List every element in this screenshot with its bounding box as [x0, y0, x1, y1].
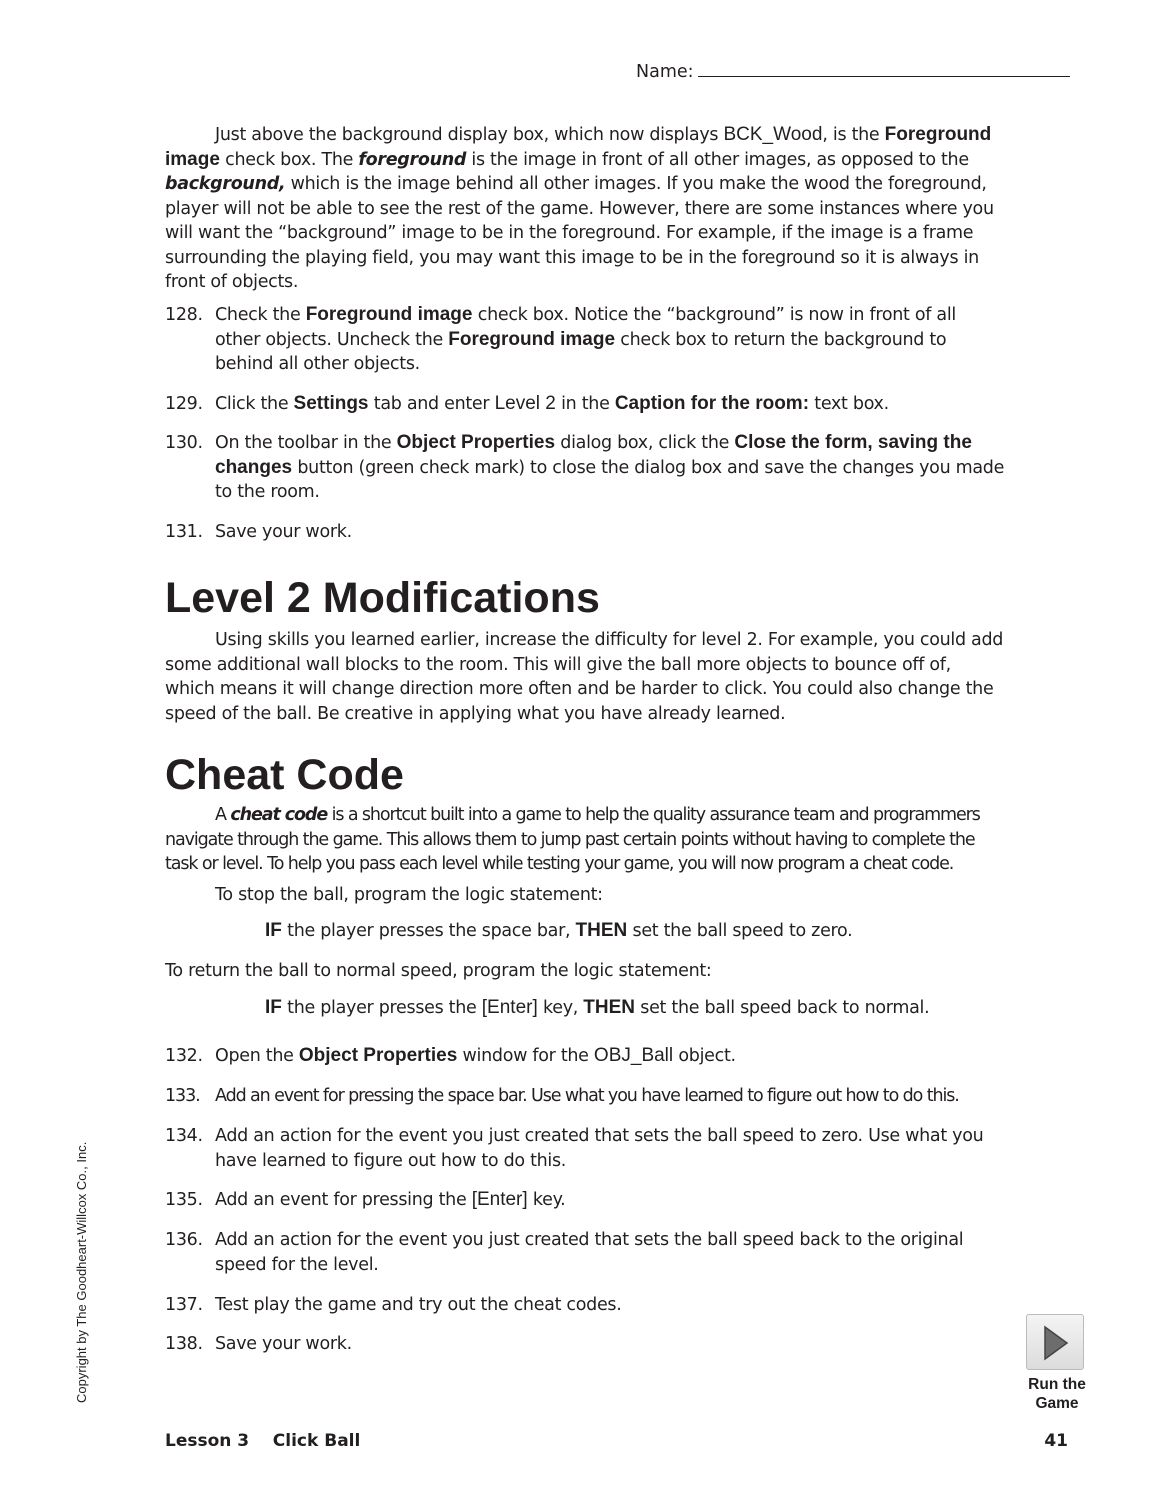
heading-cheat-code: Cheat Code: [165, 751, 404, 799]
body-text: On the toolbar in the: [215, 433, 397, 453]
body-text: the player presses the space bar,: [281, 921, 576, 941]
body-text: which is the image behind all other images. If you make the wood the foreground, player will not be able to see the rest of the game. However, there are some instances where you will want the “background” image to be in the foreground. For example, if the image is a frame surrounding the playing field, you may want this image to be in the foreground so it is always in front of objects.: [165, 174, 994, 292]
body-text: check box to return the background to behind all other objects.: [215, 329, 947, 374]
ui-term-text: OBJ_Ball: [593, 1045, 674, 1066]
step-number: 132.: [165, 1046, 203, 1066]
ui-term-text: Level 2: [494, 393, 556, 414]
name-label: Name:: [636, 62, 694, 82]
name-field: [636, 60, 1070, 82]
page-number: 41: [1044, 1431, 1068, 1451]
step-number: 136.: [165, 1230, 203, 1250]
body-text: button (green check mark) to close the dialog box and save the changes you made to the room.: [215, 457, 1005, 502]
body-text: dialog box, click the: [555, 433, 735, 453]
stop-intro: [165, 883, 1005, 908]
body-text: , is the: [822, 125, 885, 145]
body-text: Just above the background display box, which now displays: [215, 125, 724, 145]
body-text: key,: [537, 998, 584, 1018]
copyright-notice: Copyright by The Goodheart-Willcox Co., Inc.: [74, 1141, 89, 1403]
emphasis-text: Object Properties: [396, 432, 556, 453]
body-text: Save your work.: [215, 1334, 352, 1354]
body-text: is a shortcut built into a game to help the quality assurance team and programmers navigate through the game. This allows them to jump past certain points without having to complete the task or level. To help you pass each level while testing your game, you will now program a cheat code.: [165, 805, 980, 874]
body-text: check box. The: [219, 149, 359, 170]
body-text: in the: [555, 394, 615, 414]
step-135: [165, 1188, 1005, 1213]
step-number: 138.: [165, 1334, 203, 1354]
run-game-label: Run the Game: [1028, 1376, 1086, 1412]
ui-term-text: [Enter]: [481, 997, 538, 1018]
step-134: [165, 1124, 1005, 1173]
ui-term-text: BCK_Wood: [723, 124, 823, 145]
step-number: 128.: [165, 305, 203, 325]
run-game-button[interactable]: [1026, 1314, 1084, 1370]
body-text: A: [215, 805, 231, 825]
body-text: Test play the game and try out the cheat codes.: [215, 1295, 622, 1315]
body-text: key.: [527, 1190, 566, 1210]
step-number: 130.: [165, 433, 203, 453]
body-text: Add an action for the event you just created that sets the ball speed to zero. Use what you have learned to figure out how to do this.: [215, 1126, 984, 1171]
body-text: To return the ball to normal speed, program the logic statement:: [165, 961, 712, 981]
step-number: 135.: [165, 1190, 203, 1210]
body-text: To stop the ball, program the logic statement:: [215, 885, 603, 905]
body-text: set the ball speed to zero.: [627, 921, 853, 941]
emphasis-text: THEN: [575, 920, 628, 941]
body-text: is the image in front of all other images, as opposed to the: [466, 149, 969, 170]
emphasis-text: foreground: [358, 149, 467, 170]
emphasis-text: Close the form, saving the changes: [215, 432, 972, 478]
emphasis-text: IF: [265, 997, 282, 1018]
step-number: 133.: [165, 1086, 200, 1106]
stop-logic: [265, 919, 1025, 944]
name-blank-line: [698, 60, 1070, 77]
step-number: 137.: [165, 1295, 203, 1315]
emphasis-text: THEN: [583, 997, 636, 1018]
return-intro: [165, 959, 1005, 984]
step-number: 134.: [165, 1126, 203, 1146]
step-128: [165, 303, 1005, 377]
step-138: [165, 1332, 1005, 1357]
body-text: Open the: [215, 1046, 299, 1066]
step-136: [165, 1228, 1005, 1277]
body-text: Add an event for pressing the: [215, 1190, 472, 1210]
emphasis-text: Settings: [293, 393, 369, 414]
body-text: window for the: [457, 1046, 594, 1066]
body-text: set the ball speed back to normal.: [635, 998, 930, 1018]
step-number: 129.: [165, 394, 203, 414]
body-text: check box. Notice the “background” is now in front of all other objects. Uncheck the: [215, 305, 956, 350]
emphasis-text: IF: [265, 920, 282, 941]
heading-level-2-modifications: Level 2 Modifications: [165, 574, 600, 622]
emphasis-text: Foreground image: [165, 124, 992, 170]
body-text: the player presses the: [281, 998, 482, 1018]
level2-para: [165, 628, 1005, 726]
step-number: 131.: [165, 522, 203, 542]
body-text: Save your work.: [215, 522, 352, 542]
body-text: Add an action for the event you just created that sets the ball speed back to the original speed for the level.: [215, 1230, 964, 1275]
intro: [165, 123, 1005, 295]
step-133: [165, 1084, 1005, 1109]
body-text: text box.: [809, 394, 889, 414]
body-text: tab and enter: [368, 394, 495, 414]
body-text: Click the: [215, 394, 294, 414]
play-triangle-icon: [1043, 1325, 1069, 1361]
emphasis-text: background,: [165, 174, 286, 194]
ui-term-text: [Enter]: [471, 1189, 528, 1210]
body-text: object.: [673, 1046, 736, 1066]
emphasis-text: Foreground image: [305, 304, 473, 325]
return-logic: [265, 996, 1025, 1021]
emphasis-text: Caption for the room:: [614, 393, 810, 414]
emphasis-text: Object Properties: [298, 1045, 458, 1066]
step-131: [165, 520, 1005, 545]
emphasis-text: cheat code: [230, 805, 328, 825]
body-text: Using skills you learned earlier, increase the difficulty for level 2. For example, you could add some additional wall blocks to the room. This will give the ball more objects to bounce off of, which means it will change direction more often and be harder to click. You could also change the speed of the ball. Be creative in applying what you have already learned.: [165, 630, 1004, 724]
body-text: Check the: [215, 305, 306, 325]
emphasis-text: Foreground image: [448, 328, 616, 350]
step-130: [165, 431, 1005, 505]
step-129: [165, 392, 1005, 417]
step-137: [165, 1293, 1005, 1318]
step-132: [165, 1044, 1005, 1069]
footer-lesson: Lesson 3 Click Ball: [165, 1431, 361, 1451]
body-text: Add an event for pressing the space bar. Use what you have learned to figure out how to do this.: [215, 1086, 959, 1106]
cheat-para: [165, 803, 1005, 877]
